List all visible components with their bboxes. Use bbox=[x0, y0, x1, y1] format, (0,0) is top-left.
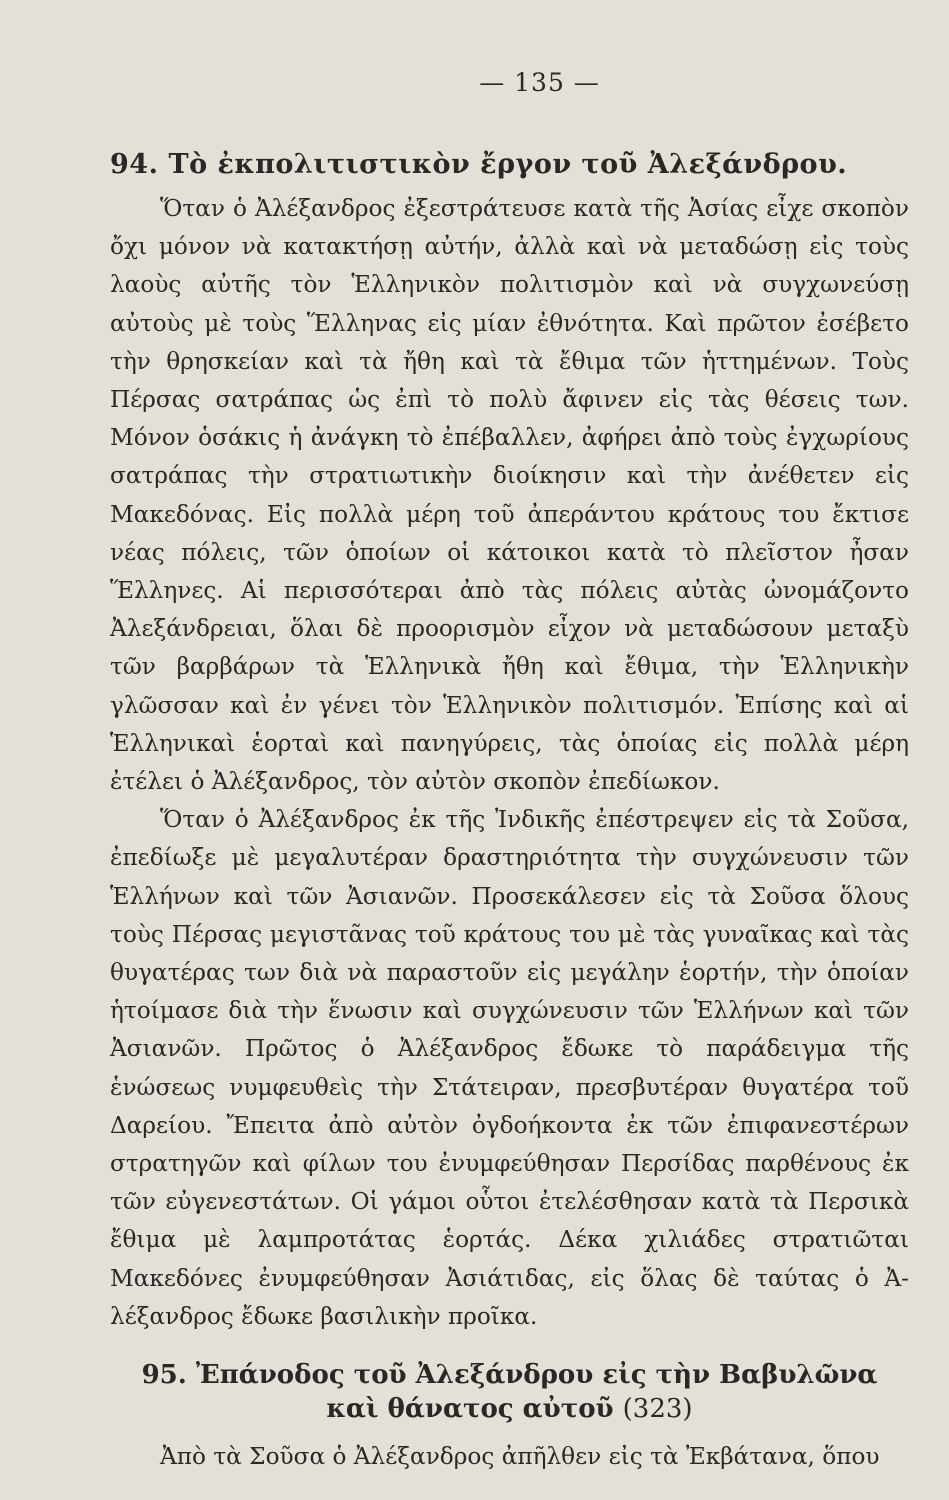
section-95-title-line1 bbox=[110, 1358, 909, 1392]
section-94-number: 94. bbox=[110, 149, 159, 180]
section-95-heading bbox=[110, 1358, 909, 1426]
section-94-heading bbox=[110, 149, 909, 180]
section-95-number: 95. bbox=[141, 1360, 187, 1391]
section-95-year: (323) bbox=[622, 1394, 693, 1425]
paragraph-2: Ὅταν ὁ Ἀλέξανδρος ἐκ τῆς Ἰνδικῆς ἐπέστρεψεν εἰς τὰ Σοῦσα, ἐπεδίωξε μὲ μεγαλυτέραν δραστηριότητα τὴν συγχώνευσιν τῶν Ἑλλήνων καὶ τῶν Ἀσιανῶν. Προσεκάλεσεν εἰς τὰ Σοῦσα ὅλους τοὺς Πέρσας μεγιστᾶνας τοῦ κράτους του μὲ τὰς γυναῖκας καὶ τὰς θυγατέρας των διὰ νὰ παραστοῦν εἰς μεγάλην ἑορτήν, τὴν ὁποίαν ἡτοίμασε διὰ τὴν ἕνωσιν καὶ συγχώνευσιν τῶν Ἑλλήνων καὶ τῶν Ἀσιανῶν. Πρῶτος ὁ Ἀλέξανδρος ἔδωκε τὸ παράδειγμα τῆς ἑνώσεως νυμφευθεὶς τὴν Στάτειραν, πρεσβυτέραν θυγατέρα τοῦ Δαρείου. Ἔπειτα ἀπὸ αὐτὸν ὀγδοήκοντα ἐκ τῶν ἐπιφανεστέρων στρατηγῶν καὶ φίλων του ἐνυμφεύθησαν Περσίδας παρθένους ἐκ τῶν εὐγενεστάτων. Οἱ γάμοι οὗτοι ἐτελέσθησαν κατὰ τὰ Περσικὰ ἔθιμα μὲ λαμπροτάτας ἑορτάς. Δέκα χιλιάδες στρατιῶται Μακεδόνες ἐνυμφεύθησαν Ἀσιάτιδας, εἰς ὅλας δὲ ταύτας ὁ Ἀλέξανδρος ἔδωκε βασιλικὴν προῖκα. bbox=[110, 806, 909, 1330]
paragraph-3-start: Ἀπὸ τὰ Σοῦσα ὁ Ἀλέξανδρος ἀπῆλθεν εἰς τὰ Ἐκβάτανα, ὅπου bbox=[160, 1443, 880, 1471]
page-number: — 135 — bbox=[479, 68, 600, 97]
section-94-title: Τὸ ἐκπολιτιστικὸν ἔργον τοῦ Ἀλεξάνδρου. bbox=[168, 149, 848, 180]
section-95-title-b: καὶ θάνατος αὐτοῦ bbox=[326, 1394, 614, 1425]
paragraph-1: Ὅταν ὁ Ἀλέξανδρος ἐξεστράτευσε κατὰ τῆς Ἀσίας εἶχε σκοπὸν ὄχι μόνον νὰ κατακτήσῃ αὐτήν, ἀλλὰ καὶ νὰ μεταδώσῃ εἰς τοὺς λαοὺς αὐτῆς τὸν Ἑλληνικὸν πολιτισμὸν καὶ νὰ συγχωνεύσῃ αὐτοὺς μὲ τοὺς Ἕλληνας εἰς μίαν ἐθνότητα. Καὶ πρῶτον ἐσέβετο τὴν θρησκείαν καὶ τὰ ἤθη καὶ τὰ ἔθιμα τῶν ἡττημένων. Τοὺς Πέρσας σατράπας ὡς ἐπὶ τὸ πολὺ ἄφινεν εἰς τὰς θέσεις των. Μόνον ὁσάκις ἡ ἀνάγκη τὸ ἐπέβαλλεν, ἀφήρει ἀπὸ τοὺς ἐγχωρίους σατράπας τὴν στρατιωτικὴν διοίκησιν καὶ τὴν ἀνέθετεν εἰς Μακεδόνας. Εἰς πολλὰ μέρη τοῦ ἀπεράντου κράτους του ἔκτισε νέας πόλεις, τῶν ὁποίων οἱ κάτοικοι κατὰ τὸ πλεῖστον ἦσαν Ἕλληνες. Αἱ περισσότεραι ἀπὸ τὰς πόλεις αὐτὰς ὠνομάζοντο Ἀλεξάνδρειαι, ὅλαι δὲ προορισμὸν εἶχον νὰ μεταδώσουν μεταξὺ τῶν βαρβάρων τὰ Ἑλληνικὰ ἤθη καὶ ἔθιμα, τὴν Ἑλληνικὴν γλῶσσαν καὶ ἐν γένει τὸν Ἑλληνικὸν πολιτισμόν. Ἐπίσης καὶ αἱ Ἑλληνικαὶ ἑορταὶ καὶ πανηγύρεις, τὰς ὁποίας εἰς πολλὰ μέρη ἐτέλει ὁ Ἀλέξανδρος, τὸν αὐτὸν σκοπὸν ἐπεδίωκον. bbox=[110, 195, 909, 796]
section-95-title-a: Ἐπάνοδος τοῦ Ἀλεξάνδρου εἰς τὴν Βαβυλῶνα bbox=[195, 1360, 878, 1391]
section-95-title-line2 bbox=[110, 1392, 909, 1426]
